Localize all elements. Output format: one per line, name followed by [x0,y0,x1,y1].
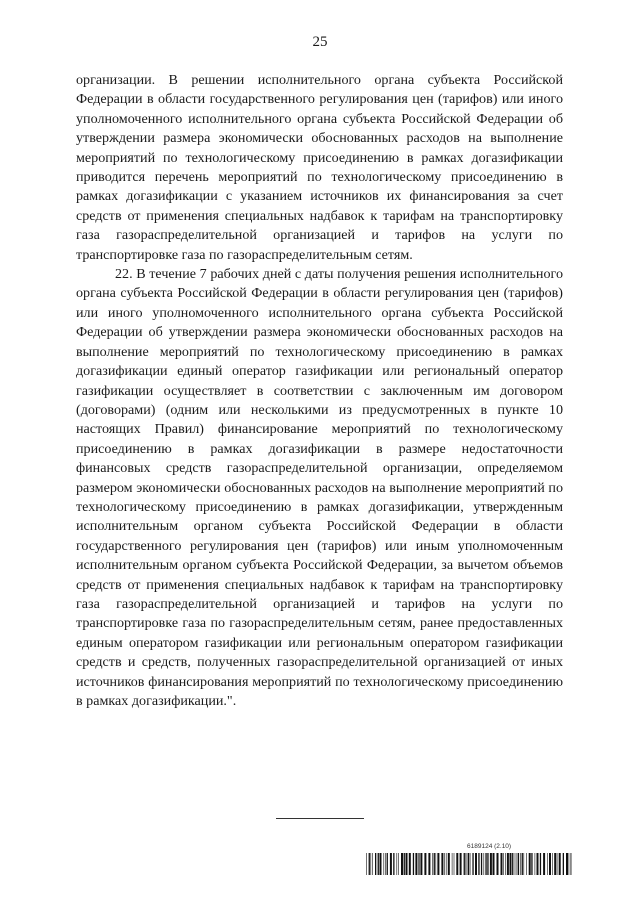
page-number: 25 [312,34,328,50]
document-code: 6189124 (2.10) [467,843,512,850]
paragraph-clause-22: 22. В течение 7 рабочих дней с даты получения решения исполнительного органа субъекта Российской Федерации в области регулирования цен (тарифов) или иного уполномоченного исполнительного органа субъекта Российской Федерации об утверждении размера экономически обоснованных расходов на выполнение мероприятий по технологическому присоединению в рамках догазификации единый оператор газификации или региональный оператор газификации осуществляет в соответствии с заключенным им договором (договорами) (одним или несколькими из предусмотренных в пункте 10 настоящих Правил) финансирование мероприятий по технологическому присоединению в рамках догазификации в размере недостаточности финансовых средств газораспределительной организации, определяемом размером экономически обоснованных расходов на выполнение мероприятий по технологическому присоединению в рамках догазификации, утвержденным исполнительным органом субъекта Российской Федерации в области государственного регулирования цен (тарифов) или иным уполномоченным исполнительным органом субъекта Российской Федерации, за вычетом объемов средств от применения специальных надбавок к тарифам на транспортировку газа газораспределительной организацией и тарифов на услуги по транспортировке газа по газораспределительным сетям, ранее предоставленных единым оператором газификации или региональным оператором газификации средств и средств, полученных газораспределительной организацией от иных источников финансирования мероприятий по технологическому присоединению в рамках догазификации.". [76,266,563,709]
footnote-separator [276,818,364,819]
paragraph-continuation: организации. В решении исполнительного органа субъекта Российской Федерации в области государственного регулирования цен (тарифов) или иного уполномоченного исполнительного органа субъекта Российской Федерации об утверждении размера экономически обоснованных расходов на выполнение мероприятий по технологическому присоединению в рамках догазификации приводится перечень мероприятий по технологическому присоединению в рамках догазификации с указанием источников их финансирования за счет средств от применения специальных надбавок к тарифам на транспортировку газа газораспределительной организацией и тарифов на услуги по транспортировке газа по газораспределительным сетям. [76,72,563,263]
barcode-icon [366,853,572,875]
document-body [76,71,563,711]
